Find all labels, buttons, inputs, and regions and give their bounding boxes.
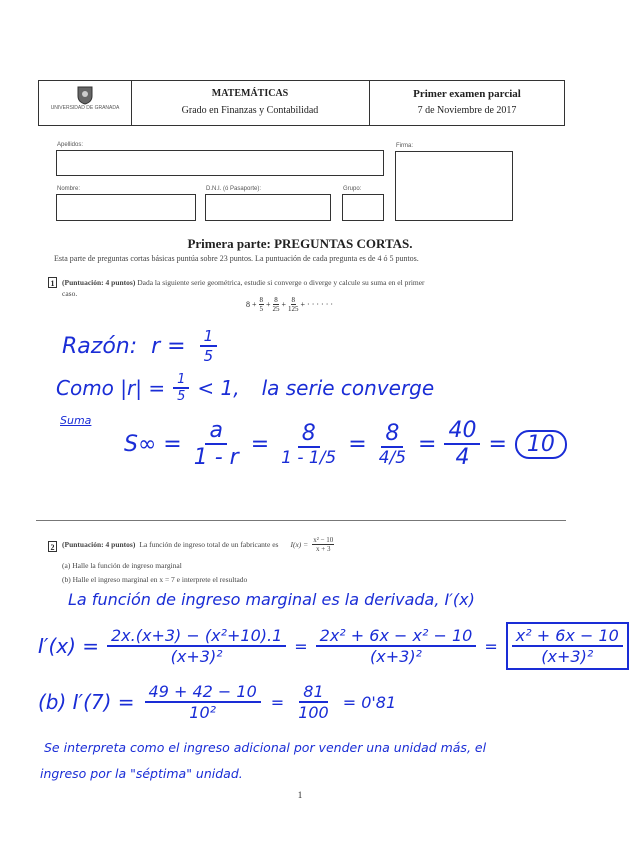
question-divider <box>36 520 566 521</box>
subject-name: MATEMÁTICAS <box>211 88 289 99</box>
answer-2-interpretation-2: ingreso por la "séptima" unidad. <box>40 766 243 781</box>
answer-2-derivative: I′(x) = $\frac{\text{2x.(x+3) − (x²+10).1}}{\text{(x+3)²}}$ = $\frac{\text{2x² + 6x − x² − 10}}{\text{(x+3)²}}$ = $\frac{\text{x² + 6x − 10}}{\text{(x+3)²}}$ <box>38 622 629 670</box>
question-1-statement: Dada la siguiente serie geométrica, estudie si converge o diverge y calcule su suma en el primer <box>137 278 425 287</box>
apellidos-field[interactable] <box>56 150 384 176</box>
exam-date: 7 de Noviembre de 2017 <box>417 105 517 116</box>
university-logo <box>47 85 123 111</box>
question-2-part-a: (a) Halle la función de ingreso marginal <box>62 561 182 570</box>
question-2-part-b: (b) Halle el ingreso marginal en x = 7 e interprete el resultado <box>62 575 248 584</box>
answer-2-part-b: (b) I′(7) = $\frac{49 + 42 - 10}{\text{10²}}$ = $\frac{81}{100}$ = 0'81 <box>38 682 397 722</box>
crest-icon <box>76 85 94 105</box>
answer-2-interpretation-1: Se interpreta como el ingreso adicional por vender una unidad más, el <box>44 740 487 755</box>
grupo-label: Grupo: <box>343 186 362 192</box>
question-1-series: 8 + $\frac{8}{5}$ + $\frac{8}{25}$ + $\frac{8}{125}$ + · · · · · · <box>246 296 334 313</box>
exam-title: Primer examen parcial <box>413 88 521 100</box>
apellidos-label: Apellidos: <box>57 142 84 148</box>
exam-header <box>38 80 565 126</box>
nombre-label: Nombre: <box>57 186 81 192</box>
page-number: 1 <box>297 790 303 800</box>
answer-1-convergence: Como |r| = $\frac{1}{5}$ < 1, la serie converge <box>56 372 435 404</box>
question-2-number: 2 <box>48 541 57 552</box>
dni-label: D.N.I. (ó Pasaporte): <box>206 186 262 192</box>
answer-1-ratio: Razón: r = $\frac{1}{5}$ <box>62 327 217 365</box>
university-name: UNIVERSIDAD DE GRANADA <box>50 105 120 111</box>
question-1-statement-cont: caso. <box>62 289 78 298</box>
nombre-field[interactable] <box>56 194 196 221</box>
degree-name: Grado en Finanzas y Contabilidad <box>181 105 319 116</box>
firma-field[interactable] <box>395 151 513 221</box>
answer-1-suma-label: Suma <box>60 414 92 427</box>
question-1-number: 1 <box>48 277 57 288</box>
answer-1-result: 10 <box>515 430 567 459</box>
answer-2-intro: La función de ingreso marginal es la derivada, I′(x) <box>68 590 475 609</box>
question-1-points: (Puntuación: 4 puntos) <box>62 278 136 287</box>
answer-1-sum: S∞ = $\frac{a}{1 - r}$ = $\frac{8}{1 - 1/5}$ = $\frac{8}{4/5}$ = $\frac{40}{4}$ = 10 <box>124 418 567 470</box>
grupo-field[interactable] <box>342 194 384 221</box>
question-2-points: (Puntuación: 4 puntos) <box>62 540 136 549</box>
question-2-text: (Puntuación: 4 puntos) La función de ingreso total de un fabricante es I(x) = $\frac{\text{x² − 10}}{x + 3}$ <box>62 536 334 553</box>
section-title: Primera parte: PREGUNTAS CORTAS. <box>187 236 413 251</box>
section-intro: Esta parte de preguntas cortas básicas puntúa sobre 23 puntos. La puntuación de cada pregunta es de 4 ó 5 puntos. <box>54 254 419 263</box>
answer-2-derivative-result: $\frac{\text{x² + 6x − 10}}{\text{(x+3)²}}$ <box>506 622 629 670</box>
firma-label: Firma: <box>396 143 413 149</box>
dni-field[interactable] <box>205 194 331 221</box>
